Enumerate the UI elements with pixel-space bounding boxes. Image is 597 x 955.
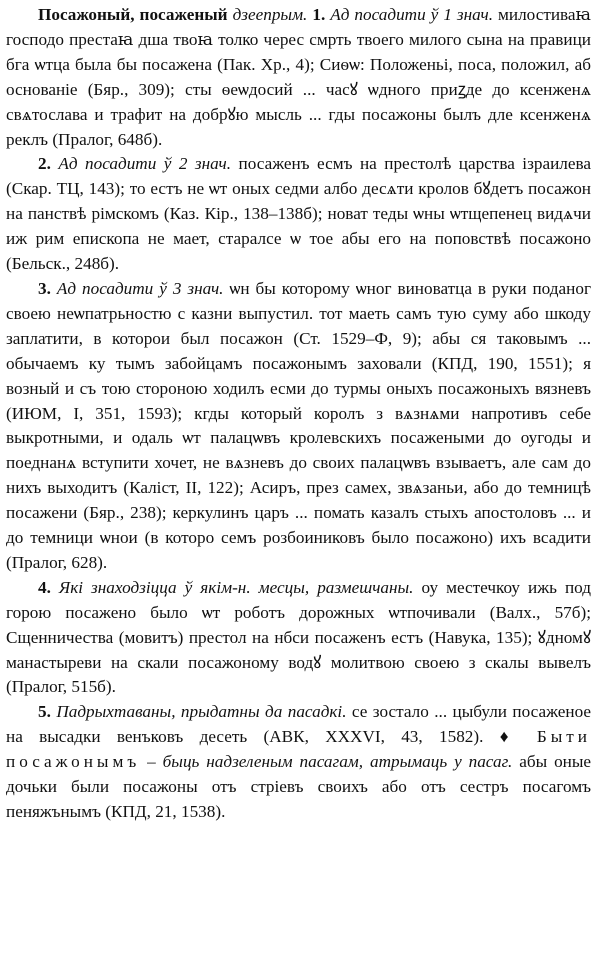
phrase-headword: Быти посажонымъ	[6, 727, 591, 772]
headword: Посажоный, посаженый	[38, 5, 228, 24]
phrase-text: абы оные дочьки были посажоны отъ стріевъ своихъ або отъ сестръ посагомъ пеняжънымъ (КПД, 21, 1538).	[6, 752, 592, 821]
sense-number: 1.	[312, 5, 326, 24]
sense-gloss: Падрыхтаваны, прыдатны да пасадкі.	[56, 702, 347, 722]
sense-text: ѡн бы которому ѡног виноватца в руки поданог своею неѡпатрьностю с казни выпустил. тот маеть самъ тую суму або шкоду заплатити, в которои был посажон (Ст. 1529–Ф, 9); абы ся таковымъ ... обычаемъ ку тымъ забойцамъ посажонымъ заховали (КПД, 190, 1551); я возный и съ тою стороною ходилъ есми до турмы оныхъ посажоныхъ вязневъ (ИЮМ, I, 351, 1593); кгды который королъ з вѧзнѧми напротивъ себе выкротными, и одаль ѡт палацѡвъ кролевскихъ посажеными до оугоды и поеднанѧ вступити хочет, не вѧзневъ до своих палацѡвъ взываетъ, але сам до нихъ выходитъ (Каліст, II, 122); Асиръ, през самех, звѧзаньи, або до темницѣ посажени (Бяр., 238); керкулинъ царъ ... помать казалъ стыхъ апостоловъ ... и до темници ѡнои (в которо семъ розбоиниковъ было посажоно) ихъ всадити (Пралог, 628).	[6, 278, 591, 572]
phrase-marker: ♦	[499, 727, 521, 747]
sense-number: 4.	[38, 577, 51, 597]
sense-gloss: Ад посадити ў 2 знач.	[58, 154, 232, 174]
sense-number: 5.	[38, 702, 51, 722]
sense-number: 3.	[38, 278, 51, 298]
sense-text: милостиваꙗ господо престаꙗ дша твоꙗ толко черес смрть твоего милого сына на правици бга ѡтца была бы посажена (Пак. Хр., 4); Сиѳѡ: Положеньі, поса, положил, аб основаніе (Бяр., 309); сты ѳеѡдосий ... часꙋ ѡдного приꙁде до ксенженѧ свѧтослава и трафит на добрꙋю мысль ... гды посажоны былъ дле ксенженѧ реклъ (Пралог, 648б).	[6, 5, 591, 149]
sense-gloss: Ад посадити ў 1 знач.	[330, 5, 494, 24]
phrase-gloss: быць надзеленым пасагам, атрымаць у пасаг.	[162, 752, 513, 772]
sense-number: 2.	[38, 154, 51, 174]
sense-text: се зостало ... цыбули посаженое на высадки венъковъ десеть (АВК, XXXVI, 43, 1582).	[6, 702, 592, 747]
sense-gloss: Які знаходзіцца ў якім-н. месцы, размешчаны.	[58, 577, 414, 597]
part-of-speech: дзеепрым.	[232, 5, 308, 24]
sense-text: оу местечкоу ижь под горою посажено было ѡт роботъ дорожных ѡтпочивали (Валх., 57б); Сщенничества (мовитъ) престол на нбси посаженъ естъ (Навука, 135); ꙋдномꙋ манастыреви на скали посажоному водꙋ молитвою своею з скалы вывелъ (Пралог, 515б).	[6, 577, 591, 697]
sense-gloss: Ад посадити ў 3 знач.	[56, 278, 224, 298]
sense-paragraph-3	[6, 277, 591, 576]
sense-paragraph-4	[6, 576, 591, 701]
sense-paragraph-1	[6, 3, 591, 152]
phrase-dash: –	[147, 752, 156, 772]
sense-paragraph-2	[6, 152, 591, 277]
sense-paragraph-5	[6, 700, 591, 825]
sense-text: посаженъ есмъ на престолѣ царства ізраилева (Скар. ТЦ, 143); то естъ не ѡт оных седми албо десѧти кролов бꙋдетъ посажон на панствѣ рімскомъ (Каз. Кір., 138–138б); новат теды ѡны ѡтщепенец видѧчи иж рим епископа не мает, старалсе ѡ тое абы его на поповствѣ посажоно (Бельск., 248б).	[6, 154, 592, 274]
